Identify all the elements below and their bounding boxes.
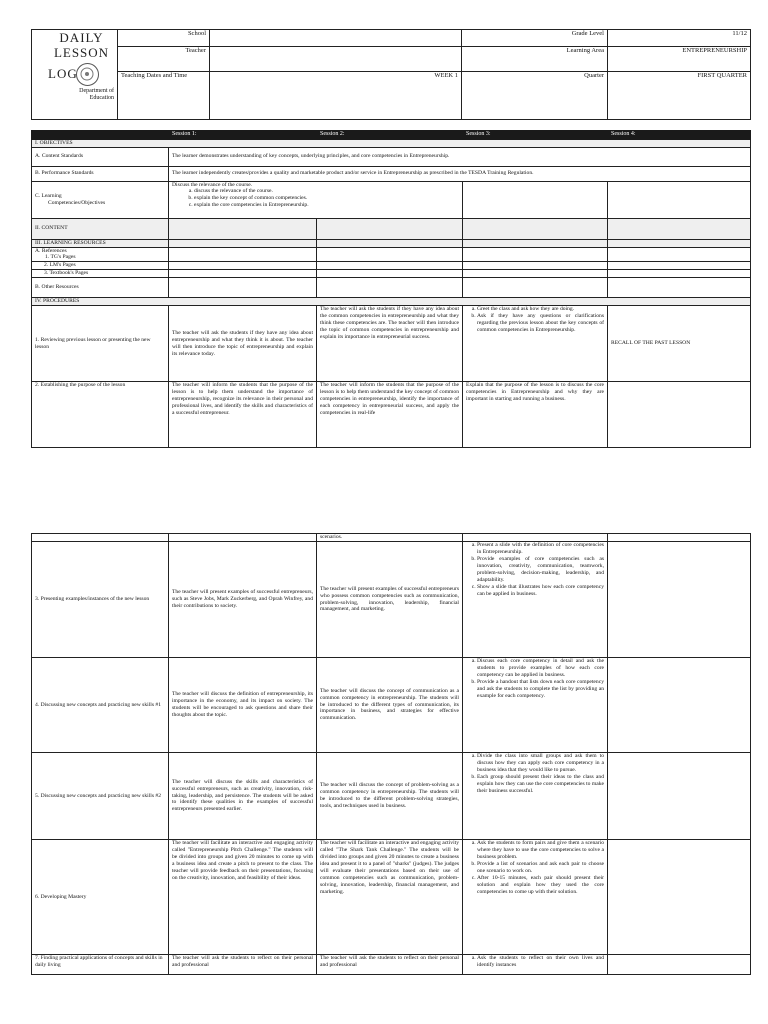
procedure-2-session3: Explain that the purpose of the lesson is to discuss the core competencies in Entrepreneurship and why they are important in starting and running a business.	[463, 382, 608, 448]
other-session1	[169, 278, 317, 298]
header-table	[31, 29, 751, 120]
logo-cell	[32, 30, 118, 120]
procedure-4-session3	[463, 658, 608, 753]
procedure-3-session2: The teacher will present examples of successful entrepreneurs who possess common competencies such as communication, problem-solving, innovation, leadership, financial management, and marketing.	[317, 542, 463, 658]
continuation-label	[32, 534, 169, 542]
objectives-heading: I. OBJECTIVES	[32, 139, 751, 147]
continuation-session4	[608, 534, 751, 542]
week-value: WEEK 1	[210, 72, 462, 120]
learning-area-value: ENTREPRENEURSHIP	[608, 47, 751, 72]
performance-standards-label: B. Performance Standards	[32, 166, 169, 181]
department-line1: Department of	[79, 87, 114, 94]
procedure-3-session4	[608, 542, 751, 658]
procedure-5-session3-item: a. Divide the class into small groups and ask them to discuss how they can apply each core competency in a business idea that they would like to pursue.	[477, 753, 604, 774]
procedure-7-session3	[463, 955, 608, 975]
deped-seal-icon	[76, 63, 99, 86]
procedure-2-session2-continued: scenarios.	[317, 534, 463, 542]
tg-session2	[317, 247, 463, 262]
content-standards-text: The learner demonstrates understanding of key concepts, underlying principles, and core competencies in Entrepreneurship.	[169, 147, 751, 166]
tg-session4	[608, 247, 751, 262]
procedure-6-session3	[463, 840, 608, 955]
procedure-5-session3-item: b. Each group should present their ideas to the class and explain how they can use the core competencies to make their business successful.	[477, 774, 604, 795]
procedure-7-label: 7. Finding practical applications of concepts and skills in daily living	[32, 955, 169, 975]
procedure-7-session2: The teacher will ask the students to reflect on their personal and professional	[317, 955, 463, 975]
lm-pages-label: 2. LM's Pages	[32, 262, 169, 270]
lm-session4	[608, 262, 751, 270]
logo-daily: DAILY	[59, 30, 104, 45]
other-session4	[608, 278, 751, 298]
procedure-6-session4	[608, 840, 751, 955]
procedure-5-session1: The teacher will discuss the skills and characteristics of successful entrepreneurs, such as creativity, innovation, risk-taking, leadership, and persistence. The students will be asked to identify these qualities in the examples of successful entrepreneurs presented earlier.	[169, 753, 317, 840]
procedure-7-session1: The teacher will ask the students to reflect on their personal and professional	[169, 955, 317, 975]
resources-session3	[463, 239, 608, 247]
textbook-session3	[463, 270, 608, 278]
grade-level-value: 11/12	[608, 30, 751, 47]
procedure-3-session3-item: b. Provide examples of core competencies such as innovation, creativity, communication, teamwork, problem-solving, decision-making, leadership, and adaptability.	[477, 556, 604, 584]
learning-competencies-label	[32, 181, 169, 218]
learning-item: c. explain the core competencies in Entrepreneurship.	[194, 202, 459, 209]
lesson-table-page2	[31, 533, 751, 975]
quarter-value: FIRST QUARTER	[608, 72, 751, 120]
procedure-1-session4: RECALL OF THE PAST LESSON	[608, 306, 751, 382]
session-3-header: Session 3:	[463, 131, 608, 140]
procedure-3-label: 3. Presenting examples/instances of the new lesson	[32, 542, 169, 658]
teaching-dates-label: Teaching Dates and Time	[118, 72, 210, 120]
references-label: A. References	[35, 247, 67, 254]
session-2-header: Session 2:	[317, 131, 463, 140]
procedure-7-session3-item: a. Ask the students to reflect on their own lives and identify instances	[477, 955, 604, 969]
teacher-value[interactable]	[210, 47, 462, 72]
learning-label-line1: C. Learning	[35, 192, 62, 199]
procedure-4-session3-item: b. Provide a handout that lists down each core competency and ask the students to complete the list by providing an example for each competency.	[477, 679, 604, 700]
other-session3	[463, 278, 608, 298]
quarter-label: Quarter	[462, 72, 608, 120]
continuation-session3	[463, 534, 608, 542]
learning-area-label: Learning Area	[462, 47, 608, 72]
procedure-5-session2: The teacher will discuss the concept of problem-solving as a common competency in entrepreneurship. The students will be introduced to the different problem-solving strategies, tools, and techniques used in business.	[317, 753, 463, 840]
learning-session3	[463, 181, 608, 218]
procedure-3-session3-item: a. Present a slide with the definition of core competencies in Entrepreneurship.	[477, 542, 604, 556]
procedure-4-session2: The teacher will discuss the concept of communication as a common competency in entrepreneurship. The students will be introduced to the different types of communication, its importance in business, and strategies for effective communication.	[317, 658, 463, 753]
other-session2	[317, 278, 463, 298]
resources-session2	[317, 239, 463, 247]
lm-session3	[463, 262, 608, 270]
content-heading: II. CONTENT	[32, 218, 169, 239]
procedure-5-label: 5. Discussing new concepts and practicing new skills #2	[32, 753, 169, 840]
textbook-session4	[608, 270, 751, 278]
grade-level-label: Grade Level	[462, 30, 608, 47]
session-4-header: Session 4:	[608, 131, 751, 140]
learning-resources-heading: III. LEARNING RESOURCES	[32, 239, 169, 247]
learning-competencies-text	[169, 181, 463, 218]
references-cell	[32, 247, 169, 262]
learning-item: a. discuss the relevance of the course.	[194, 188, 459, 195]
procedure-1-session3-item: a. Greet the class and ask how they are doing.	[477, 306, 604, 313]
procedure-2-session2: The teacher will inform the students that the purpose of the lesson is to help them understand the key concept of common competencies in entrepreneurship, identify the importance of each competency in entrepreneurial success, and apply the competencies in real-life	[317, 382, 463, 448]
procedure-6-session3-item: c. After 10-15 minutes, each pair should present their solution and explain how they used the core competencies to come up with their solution.	[477, 875, 604, 896]
session-header-blank	[32, 131, 169, 140]
tg-pages-label: 1. TG's Pages	[45, 254, 76, 261]
lm-session2	[317, 262, 463, 270]
procedure-1-label: 1. Reviewing previous lesson or presenting the new lesson	[32, 306, 169, 382]
learning-intro: Discuss the relevance of the course.	[172, 181, 253, 188]
procedure-7-session4	[608, 955, 751, 975]
textbook-pages-label: 3. Textbook's Pages	[32, 270, 169, 278]
procedure-4-label: 4. Discussing new concepts and practicing new skills #1	[32, 658, 169, 753]
school-value[interactable]	[210, 30, 462, 47]
content-standards-label: A. Content Standards	[32, 147, 169, 166]
department-line2: Education	[89, 95, 114, 101]
other-resources-label: B. Other Resources	[32, 278, 169, 298]
learning-item: b. explain the key concept of common competencies.	[194, 195, 459, 202]
lesson-table-page1	[31, 130, 751, 448]
procedure-6-session2: The teacher will facilitate an interactive and engaging activity called "The Shark Tank Challenge." The students will be divided into groups and given 20 minutes to create a business idea and present it to a panel of "sharks" (judges). The judges will evaluate their presentations based on their use of common competencies such as communication, problem-solving, innovation, leadership, financial management, and marketing.	[317, 840, 463, 955]
lm-session1	[169, 262, 317, 270]
procedure-3-session1: The teacher will present examples of successful entrepreneurs, such as Steve Jobs, Mark Zuckerberg, and Oprah Winfrey, and their contributions to society.	[169, 542, 317, 658]
learning-session4	[608, 181, 751, 218]
procedure-1-session1: The teacher will ask the students if they have any idea about entrepreneurship and what they think it is about. The teacher will then introduce the topic of entrepreneurship and explain its relevance today.	[169, 306, 317, 382]
procedure-4-session3-item: a. Discuss each core competency in detail and ask the students to provide examples of how each core competency can be applied in business.	[477, 658, 604, 679]
procedure-1-session2: The teacher will ask the students if they have any idea about the common competencies in entrepreneurship and what they think these competencies are. The teacher will then introduce the topic of common competencies in entrepreneurship and explain its importance in entrepreneurial success.	[317, 306, 463, 382]
teacher-label: Teacher	[118, 47, 210, 72]
session-1-header: Session 1:	[169, 131, 317, 140]
resources-session4	[608, 239, 751, 247]
procedure-2-session1: The teacher will inform the students that the purpose of the lesson is to help them understand the importance of entrepreneurship, recognize its relevance in their personal and professional lives, and identify the skills and characteristics of a successful entrepreneur.	[169, 382, 317, 448]
tg-session1	[169, 247, 317, 262]
resources-session1	[169, 239, 317, 247]
procedure-1-session3	[463, 306, 608, 382]
procedure-6-session1: The teacher will facilitate an interactive and engaging activity called "Entrepreneurship Pitch Challenge." The students will be divided into groups and given 20 minutes to come up with a business idea and create a pitch to present to the class. The teacher will provide feedback on their presentations, focusing on the creativity, innovation, and feasibility of their ideas.	[169, 840, 317, 955]
textbook-session2	[317, 270, 463, 278]
content-session1	[169, 218, 317, 239]
textbook-session1	[169, 270, 317, 278]
content-session2	[317, 218, 463, 239]
content-session3	[463, 218, 608, 239]
logo-log: LOG	[48, 65, 78, 81]
continuation-session1	[169, 534, 317, 542]
school-label: School	[118, 30, 210, 47]
procedure-1-session3-item: b. Ask if they have any questions or clarifications regarding the previous lesson about the key concepts of common competencies in Entrepreneurship.	[477, 313, 604, 334]
procedure-4-session4	[608, 658, 751, 753]
content-session4	[608, 218, 751, 239]
procedure-3-session3-item: c. Show a slide that illustrates how each core competency can be applied in business.	[477, 584, 604, 598]
procedure-5-session3	[463, 753, 608, 840]
procedure-2-label: 2. Establishing the purpose of the lesson	[32, 382, 169, 448]
procedure-6-session3-item: a. Ask the students to form pairs and give them a scenario where they have to use the core competencies to solve a business problem.	[477, 840, 604, 861]
procedure-5-session4	[608, 753, 751, 840]
logo-lesson: LESSON	[53, 44, 110, 60]
procedures-heading: IV. PROCEDURES	[32, 298, 751, 306]
procedure-3-session3	[463, 542, 608, 658]
learning-label-line2: Competencies/Objectives	[48, 199, 106, 206]
tg-session3	[463, 247, 608, 262]
procedure-2-session4	[608, 382, 751, 448]
performance-standards-text: The learner independently creates/provides a quality and marketable product and/or service in Entrepreneurship as prescribed in the TESDA Training Regulation.	[169, 166, 751, 181]
procedure-6-label: 6. Developing Mastery	[32, 840, 169, 955]
procedure-6-session3-item: b. Provide a list of scenarios and ask each pair to choose one scenario to work on.	[477, 861, 604, 875]
procedure-4-session1: The teacher will discuss the definition of entrepreneurship, its importance in the economy, and its impact on society. The students will be encouraged to ask questions and share their thoughts about the topic.	[169, 658, 317, 753]
